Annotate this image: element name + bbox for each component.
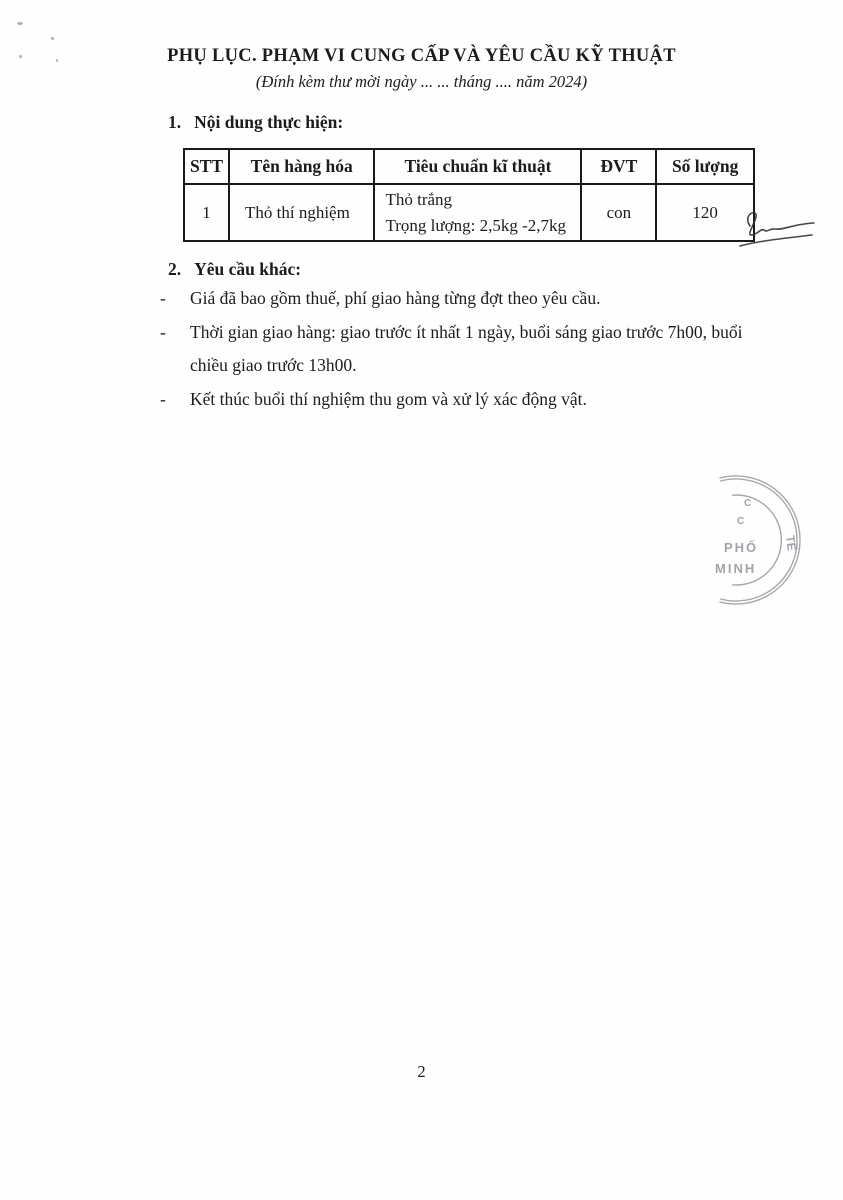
table-row [184,184,754,241]
section-2-heading [168,259,301,280]
section-1-title: Nội dung thực hiện: [194,112,344,132]
page-number: 2 [417,1062,426,1081]
section-1-number: 1. [168,112,182,132]
list-item [160,316,760,382]
stamp-text-fragment: TẾ [783,534,799,552]
document-subtitle: (Đính kèm thư mời ngày ... ... tháng .... năm 2024) [255,72,588,91]
col-header-ten-hang-hoa: Tên hàng hóa [229,149,375,184]
handwritten-signature [728,204,828,262]
scan-speck [17,22,23,25]
table-header-row [184,149,754,184]
section-2-title: Yêu cầu khác: [194,259,302,279]
circular-stamp [698,458,843,628]
bullet-text: Kết thúc buổi thí nghiệm thu gom và xử lý xác động vật. [190,389,587,409]
bullet-text: Giá đã bao gồm thuế, phí giao hàng từng đợt theo yêu cầu. [190,288,601,308]
list-item [160,282,760,315]
tieu-chuan-line-1: Thỏ trắng [385,190,453,209]
tieu-chuan-line-2: Trọng lượng: 2,5kg -2,7kg [385,215,566,235]
section-1-heading [168,112,343,133]
stamp-text-fragment: PHỐ [724,540,759,555]
list-item [160,383,760,416]
requirements-list [160,282,760,417]
col-header-so-luong: Số lượng [656,149,754,184]
stamp-text-fragment: MINH [715,561,757,576]
stamp-text-fragment: C [737,516,745,527]
col-header-dvt: ĐVT [581,149,656,184]
bullet-dash: - [160,288,166,308]
col-header-stt: STT [184,149,229,184]
cell-dvt: con [581,184,656,241]
cell-so-luong: 120 [656,184,754,241]
scan-speck [51,37,54,40]
cell-tieu-chuan [374,184,581,241]
section-2-number: 2. [168,259,182,279]
bullet-dash: - [160,389,166,409]
bullet-text: Thời gian giao hàng: giao trước ít nhất 1 ngày, buổi sáng giao trước 7h00, buổi chiều giao trước 13h00. [190,322,743,375]
stamp-text-fragment: C [744,498,752,509]
cell-ten-hang-hoa: Thỏ thí nghiệm [229,184,375,241]
col-header-tieu-chuan: Tiêu chuẩn kĩ thuật [374,149,581,184]
cell-stt: 1 [184,184,229,241]
bullet-dash: - [160,322,166,342]
supply-spec-table [183,148,755,242]
document-title: PHỤ LỤC. PHẠM VI CUNG CẤP VÀ YÊU CẦU KỸ THUẬT [167,46,676,66]
